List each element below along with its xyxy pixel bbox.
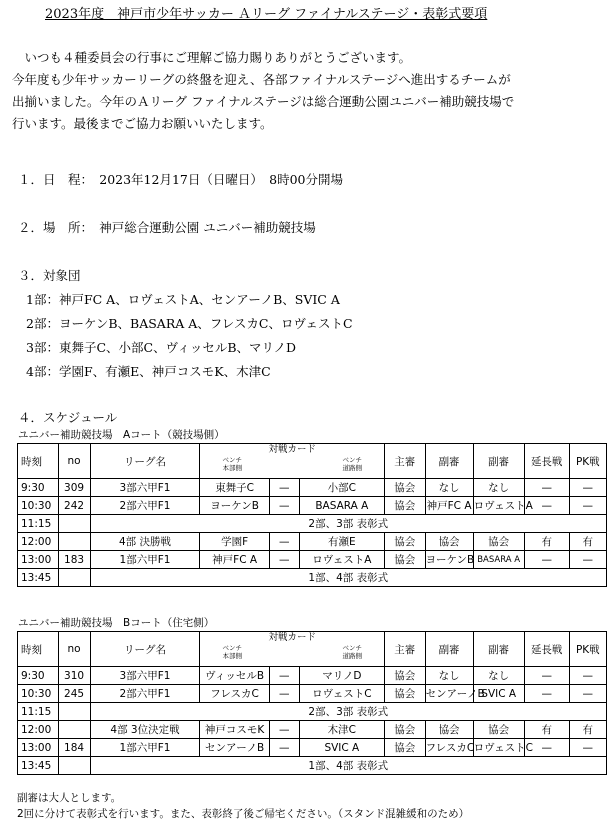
teams-heading: ３．対象団	[18, 268, 81, 283]
vs-cell: —	[269, 533, 299, 551]
time-cell: 9:30	[18, 479, 59, 497]
pk-cell: —	[569, 667, 606, 685]
bench-labels	[200, 456, 384, 472]
match-row	[18, 667, 607, 685]
intro-line: 行います。最後までご協力お願いいたします。	[12, 116, 273, 131]
league-cell: 1部六甲F1	[90, 551, 200, 569]
assistant2-cell: BASARA A	[473, 551, 524, 569]
extra-time-cell: —	[524, 551, 569, 569]
match-no-cell: 310	[58, 667, 90, 685]
assistant2-cell: ロヴェストC	[473, 739, 524, 757]
league-header: リーグ名	[90, 632, 200, 667]
extra-time-cell: 有	[524, 721, 569, 739]
referee-cell: 協会	[385, 497, 426, 515]
court-a-caption: ユニバー補助競技場 Aコート（競技場側）	[18, 429, 225, 441]
away-team-cell: マリノD	[299, 667, 384, 685]
empty-cell	[58, 757, 90, 775]
away-bench-text: ベンチ	[342, 644, 363, 652]
match-row	[18, 721, 607, 739]
away-team-cell: 木津C	[299, 721, 384, 739]
match-row	[18, 497, 607, 515]
referee-header: 主審	[385, 444, 426, 479]
match-row	[18, 479, 607, 497]
league-cell: 2部六甲F1	[90, 685, 200, 703]
teams-division-2: 2部：ヨーケンB、BASARA A、フレスカC、ロヴェストC	[26, 316, 353, 331]
extra-time-cell: 有	[524, 533, 569, 551]
home-side-text: 本部側	[222, 464, 242, 472]
match-no-cell: 309	[58, 479, 90, 497]
assistant1-cell: なし	[425, 479, 473, 497]
ceremony-cell: 1部、4部 表彰式	[90, 569, 606, 587]
no-header: no	[58, 632, 90, 667]
vs-cell: —	[269, 479, 299, 497]
time-header: 時刻	[18, 632, 59, 667]
time-cell: 12:00	[18, 721, 59, 739]
away-team-cell: 有瀬E	[299, 533, 384, 551]
referee-cell: 協会	[385, 721, 426, 739]
home-team-cell: フレスカC	[200, 685, 269, 703]
assistant1-cell: 神戸FC A	[425, 497, 473, 515]
pk-cell: 有	[569, 721, 606, 739]
away-side-text: 道路側	[342, 464, 363, 472]
intro-line: 今年度も少年サッカーリーグの終盤を迎え、各部ファイナルステージへ進出するチームが	[12, 72, 511, 87]
referee-cell: 協会	[385, 479, 426, 497]
vs-cell: —	[269, 497, 299, 515]
schedule-heading: ４．スケジュール	[18, 410, 118, 425]
league-header: リーグ名	[90, 444, 200, 479]
referee-cell: 協会	[385, 739, 426, 757]
away-team-cell: SVIC A	[299, 739, 384, 757]
home-team-cell: ヴィッセルB	[200, 667, 269, 685]
assistant1-cell: センアーノB	[425, 685, 473, 703]
away-bench-label	[343, 644, 363, 660]
away-team-cell: 小部C	[299, 479, 384, 497]
pk-header: PK戦	[569, 444, 606, 479]
teams-division-3: 3部：東舞子C、小部C、ヴィッセルB、マリノD	[26, 340, 297, 355]
extra-time-cell: —	[524, 667, 569, 685]
ceremony-row	[18, 757, 607, 775]
bench-labels	[200, 644, 384, 660]
match-card-header	[200, 632, 385, 667]
assistant1-cell: ヨーケンB	[425, 551, 473, 569]
time-cell: 9:30	[18, 667, 59, 685]
referee-header: 主審	[385, 632, 426, 667]
assistant2-cell: 協会	[473, 721, 524, 739]
away-team-cell: ロヴェストA	[299, 551, 384, 569]
assistant1-cell: なし	[425, 667, 473, 685]
assistant1-header: 副審	[425, 444, 473, 479]
home-side-text: 本部側	[222, 652, 242, 660]
assistant2-cell: なし	[473, 479, 524, 497]
away-side-text: 道路側	[342, 652, 363, 660]
intro-line: いつも４種委員会の行事にご理解ご協力賜りありがとうございます。	[12, 50, 412, 65]
court-a-schedule-table	[17, 443, 607, 587]
time-cell: 12:00	[18, 533, 59, 551]
referee-cell: 協会	[385, 667, 426, 685]
extra-time-cell: —	[524, 685, 569, 703]
header-row	[18, 444, 607, 479]
note-ceremony: 2回に分けて表彰式を行います。また、表彰終了後ご帰宅ください。（スタンド混雑緩和のため）	[17, 808, 470, 820]
match-no-cell: 242	[58, 497, 90, 515]
match-no-cell: 245	[58, 685, 90, 703]
league-cell: 4部 3位決定戦	[90, 721, 200, 739]
away-team-cell: BASARA A	[299, 497, 384, 515]
teams-division-1: 1部：神戸FC A、ロヴェストA、センアーノB、SVIC A	[26, 292, 340, 307]
court-b-schedule-table	[17, 631, 607, 775]
home-bench-label	[222, 644, 242, 660]
ceremony-cell: 1部、4部 表彰式	[90, 757, 606, 775]
ceremony-cell: 2部、3部 表彰式	[90, 515, 606, 533]
referee-cell: 協会	[385, 551, 426, 569]
teams-division-4: 4部：学園F、有瀬E、神戸コスモK、木津C	[26, 364, 271, 379]
assistant2-cell: ロヴェストA	[473, 497, 524, 515]
ceremony-row	[18, 703, 607, 721]
match-no-cell: 183	[58, 551, 90, 569]
match-no-cell	[58, 533, 90, 551]
vs-cell: —	[269, 721, 299, 739]
assistant1-cell: 協会	[425, 533, 473, 551]
league-cell: 4部 決勝戦	[90, 533, 200, 551]
assistant2-header: 副審	[473, 444, 524, 479]
match-row	[18, 739, 607, 757]
away-bench-text: ベンチ	[342, 456, 363, 464]
league-cell: 3部六甲F1	[90, 479, 200, 497]
referee-cell: 協会	[385, 685, 426, 703]
pk-cell: —	[569, 685, 606, 703]
vs-cell: —	[269, 667, 299, 685]
match-row	[18, 685, 607, 703]
date-line: １．日 程： 2023年12月17日（日曜日） 8時00分開場	[18, 172, 343, 187]
pk-cell: —	[569, 479, 606, 497]
time-cell: 13:45	[18, 569, 59, 587]
header-row	[18, 632, 607, 667]
extra-time-header: 延長戦	[524, 444, 569, 479]
time-cell: 11:15	[18, 515, 59, 533]
extra-time-header: 延長戦	[524, 632, 569, 667]
intro-line: 出揃いました。今年のＡリーグ ファイナルステージは総合運動公園ユニバー補助競技場で	[12, 94, 515, 109]
assistant1-header: 副審	[425, 632, 473, 667]
ceremony-cell: 2部、3部 表彰式	[90, 703, 606, 721]
referee-cell: 協会	[385, 533, 426, 551]
home-team-cell: 神戸コスモK	[200, 721, 269, 739]
empty-cell	[58, 703, 90, 721]
match-no-cell	[58, 721, 90, 739]
place-line: ２．場 所： 神戸総合運動公園 ユニバー補助競技場	[18, 220, 316, 235]
extra-time-cell: —	[524, 739, 569, 757]
pk-cell: 有	[569, 533, 606, 551]
extra-time-cell: —	[524, 497, 569, 515]
time-header: 時刻	[18, 444, 59, 479]
time-cell: 11:15	[18, 703, 59, 721]
assistant1-cell: フレスカC	[425, 739, 473, 757]
time-cell: 13:00	[18, 551, 59, 569]
home-bench-label	[222, 456, 242, 472]
assistant2-cell: なし	[473, 667, 524, 685]
note-assistant-referees: 副審は大人とします。	[17, 792, 122, 804]
home-team-cell: センアーノB	[200, 739, 269, 757]
match-card-header	[200, 444, 385, 479]
vs-cell: —	[269, 685, 299, 703]
no-header: no	[58, 444, 90, 479]
intro-paragraph	[12, 47, 514, 135]
empty-cell	[58, 569, 90, 587]
pk-cell: —	[569, 739, 606, 757]
vs-cell: —	[269, 551, 299, 569]
league-cell: 3部六甲F1	[90, 667, 200, 685]
assistant2-cell: 協会	[473, 533, 524, 551]
pk-header: PK戦	[569, 632, 606, 667]
pk-cell: —	[569, 497, 606, 515]
time-cell: 13:00	[18, 739, 59, 757]
page-title: 2023年度 神戸市少年サッカー Ａリーグ ファイナルステージ・表彰式要項	[45, 7, 488, 22]
court-b-caption: ユニバー補助競技場 Bコート（住宅側）	[18, 617, 215, 629]
match-row	[18, 533, 607, 551]
home-team-cell: ヨーケンB	[200, 497, 269, 515]
away-bench-label	[343, 456, 363, 472]
match-card-title: 対戦カード	[268, 444, 316, 455]
match-no-cell: 184	[58, 739, 90, 757]
time-cell: 13:45	[18, 757, 59, 775]
home-team-cell: 東舞子C	[200, 479, 269, 497]
away-team-cell: ロヴェストC	[299, 685, 384, 703]
home-bench-text: ベンチ	[222, 456, 242, 464]
league-cell: 1部六甲F1	[90, 739, 200, 757]
match-row	[18, 551, 607, 569]
league-cell: 2部六甲F1	[90, 497, 200, 515]
assistant1-cell: 協会	[425, 721, 473, 739]
time-cell: 10:30	[18, 685, 59, 703]
match-card-title: 対戦カード	[268, 632, 316, 643]
assistant2-cell: SVIC A	[473, 685, 524, 703]
empty-cell	[58, 515, 90, 533]
home-team-cell: 神戸FC A	[200, 551, 269, 569]
home-bench-text: ベンチ	[222, 644, 242, 652]
time-cell: 10:30	[18, 497, 59, 515]
vs-cell: —	[269, 739, 299, 757]
home-team-cell: 学園F	[200, 533, 269, 551]
ceremony-row	[18, 569, 607, 587]
extra-time-cell: —	[524, 479, 569, 497]
ceremony-row	[18, 515, 607, 533]
pk-cell: —	[569, 551, 606, 569]
assistant2-header: 副審	[473, 632, 524, 667]
